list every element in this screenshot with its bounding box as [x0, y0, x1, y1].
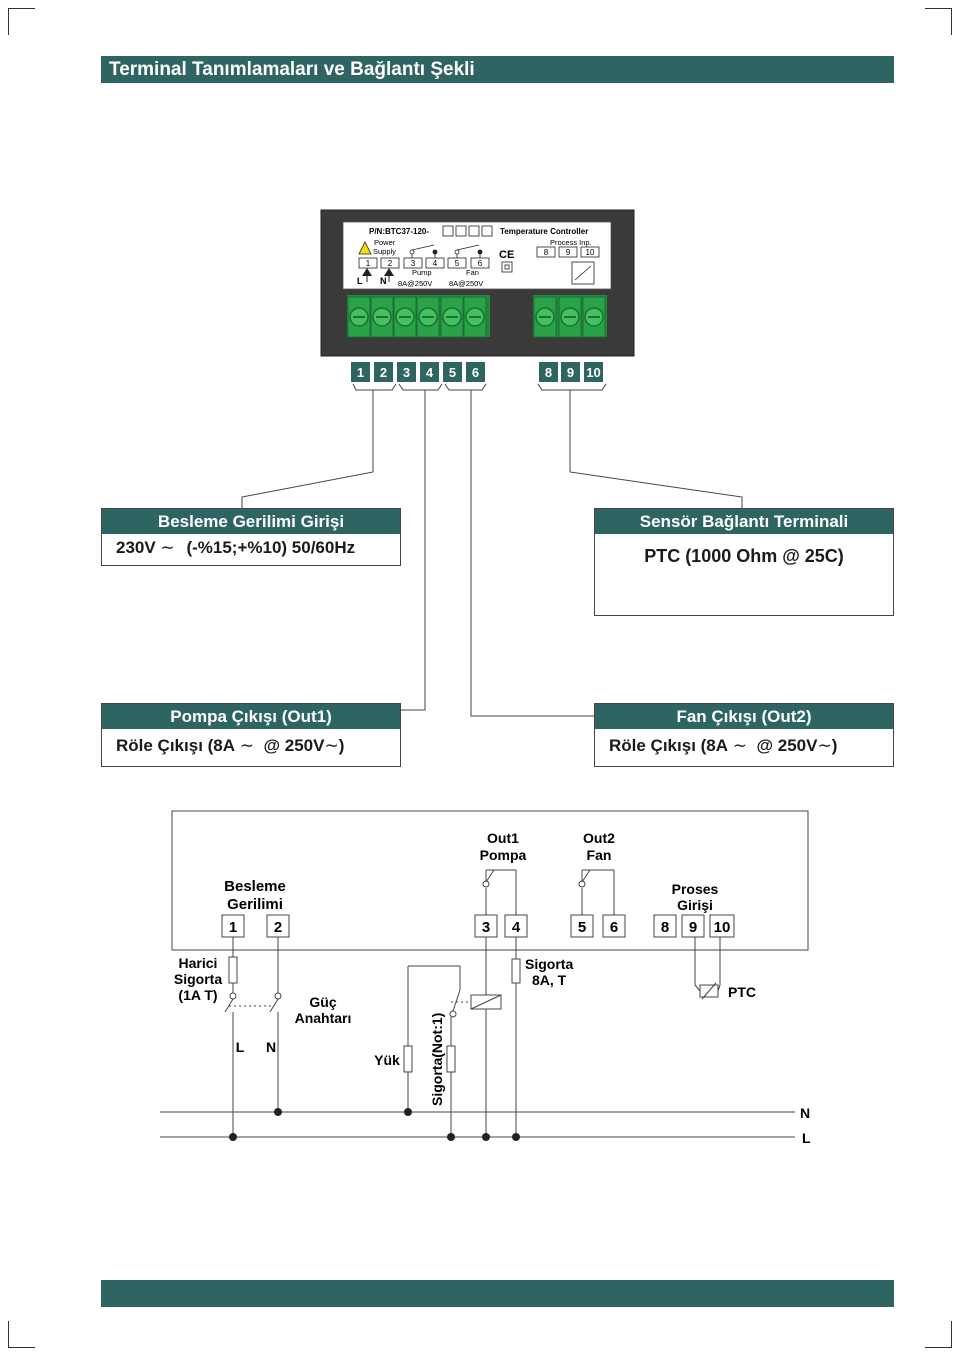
part-number: P/N:BTC37-120-: [369, 227, 430, 236]
terminal-number: 2: [379, 365, 388, 380]
label-N: N: [380, 276, 387, 286]
pump-box-body: [102, 729, 400, 756]
wiring-terminal-number: 1: [228, 919, 238, 936]
ac-wave-icon: ∼: [324, 736, 339, 755]
besleme-label: Besleme: [224, 878, 286, 895]
screw-terminal-icon: [534, 297, 556, 337]
sensor-box-body: PTC (1000 Ohm @ 25C): [644, 546, 844, 566]
product-name: Temperature Controller: [500, 227, 589, 236]
label-terminal-boxes-sensor: [537, 247, 599, 257]
terminal-number: 9: [566, 365, 575, 380]
label-terminal-number: 8: [543, 248, 549, 257]
fan-box-body: [595, 729, 893, 756]
controller-device: [321, 210, 634, 356]
screw-terminal-icon: [417, 297, 439, 337]
pump-box-header: Pompa Çıkışı (Out1): [102, 704, 400, 729]
wiring-terminal-number: 5: [577, 919, 587, 936]
wiring-terminal-number: 6: [609, 919, 619, 936]
screw-terminal-icon: [559, 297, 581, 337]
label-rating-fan: 8A@250V: [449, 279, 484, 288]
label-terminal-number: 9: [565, 248, 571, 257]
ac-wave-icon: ∼: [728, 736, 757, 755]
label-terminal-number: 3: [410, 259, 416, 268]
fan-relay-text: Röle Çıkışı (8A: [609, 736, 729, 755]
supply-tolerance: (-%15;+%10) 50/60Hz: [186, 538, 356, 557]
label-pump: Pump: [412, 268, 432, 277]
sigorta-label: Sigorta: [525, 956, 574, 972]
sensor-box-header: Sensör Bağlantı Terminali: [595, 509, 893, 534]
pump-voltage-text: @ 250V: [263, 736, 325, 755]
wiring-schematic: [160, 811, 811, 1146]
fuse-rating-label: (1A T): [178, 987, 218, 1003]
supply-box-body: [102, 534, 400, 558]
label-fan: Fan: [466, 268, 479, 277]
harici-label: Harici: [178, 955, 218, 971]
proses-label: Proses: [671, 881, 719, 897]
external-wiring: [160, 937, 795, 1137]
terminal-number: 5: [448, 365, 457, 380]
pump-close-paren: ): [338, 736, 345, 755]
junction-dots: [229, 1108, 520, 1141]
label-terminal-number: 4: [432, 259, 438, 268]
fan-label: Fan: [586, 847, 612, 863]
power-label: Power: [374, 238, 396, 247]
pump-relay-text: Röle Çıkışı (8A: [116, 736, 236, 755]
anahtari-label: Anahtarı: [294, 1010, 352, 1026]
out2-label: Out2: [583, 830, 615, 846]
sigorta-note-label: Sigorta(Not:1): [429, 1012, 445, 1106]
terminal-number: 4: [425, 365, 434, 380]
terminal-number: 8: [544, 365, 553, 380]
label-terminal-number: 5: [454, 259, 460, 268]
pump-box: [101, 703, 401, 767]
out1-label: Out1: [487, 830, 519, 846]
screw-terminal-icon: [371, 297, 393, 337]
wiring-terminal-number: 10: [713, 919, 731, 936]
bus-L-label: L: [802, 1130, 811, 1146]
fan-close-paren: ): [831, 736, 838, 755]
fan-box: [594, 703, 894, 767]
terminal-number: 3: [402, 365, 411, 380]
wiring-terminal-number: 4: [511, 919, 521, 936]
process-input-label: Process Inp.: [550, 238, 592, 247]
terminal-number: 1: [356, 365, 365, 380]
page-title: Terminal Tanımlamaları ve Bağlantı Şekli: [101, 56, 894, 83]
screw-terminal-icon: [464, 297, 486, 337]
supply-voltage: 230V: [116, 538, 156, 557]
screw-terminal-icon: [441, 297, 463, 337]
yuk-label: Yük: [374, 1052, 400, 1068]
footer-bar: [101, 1280, 894, 1307]
sensor-box: [594, 508, 894, 616]
ac-wave-icon: ∼: [817, 736, 832, 755]
wiring-terminal-number: 9: [688, 919, 698, 936]
gerilimi-label: Gerilimi: [227, 896, 283, 913]
supply-box: [101, 508, 401, 566]
sigorta-rating-label: 8A, T: [532, 972, 567, 988]
label-terminal-number: 1: [365, 259, 371, 268]
girisi-label: Girişi: [677, 897, 713, 913]
wiring-terminal-number: 2: [273, 919, 283, 936]
label-L: L: [357, 276, 363, 286]
ac-wave-icon: ∼: [155, 538, 175, 557]
label-terminal-number: 2: [387, 259, 393, 268]
screw-terminal-icon: [394, 297, 416, 337]
ce-mark: CE: [499, 249, 515, 261]
screw-terminal-icon: [583, 297, 605, 337]
wiring-terminal-number: 8: [660, 919, 670, 936]
screw-terminal-icon: [348, 297, 370, 337]
fan-box-header: Fan Çıkışı (Out2): [595, 704, 893, 729]
label-terminal-number: 10: [585, 248, 595, 257]
label-terminal-number: 6: [477, 259, 483, 268]
wiring-terminal-number: 3: [481, 919, 491, 936]
sigorta-external-label: Sigorta: [173, 971, 223, 987]
label-rating-pump: 8A@250V: [398, 279, 433, 288]
terminal-number: 10: [586, 365, 601, 380]
guc-label: Güç: [309, 994, 337, 1010]
wire-L-label: L: [235, 1039, 245, 1055]
fan-voltage-text: @ 250V: [756, 736, 818, 755]
wire-N-label: N: [265, 1039, 277, 1055]
relay-contact-symbols: [483, 870, 614, 915]
ptc-label: PTC: [728, 984, 756, 1000]
ac-wave-icon: ∼: [235, 736, 264, 755]
pompa-label: Pompa: [479, 847, 527, 863]
terminal-number-strip: [351, 362, 603, 382]
bus-N-label: N: [800, 1105, 811, 1121]
supply-box-header: Besleme Gerilimi Girişi: [102, 509, 400, 534]
terminal-number: 6: [471, 365, 480, 380]
supply-label: Supply: [373, 247, 396, 256]
